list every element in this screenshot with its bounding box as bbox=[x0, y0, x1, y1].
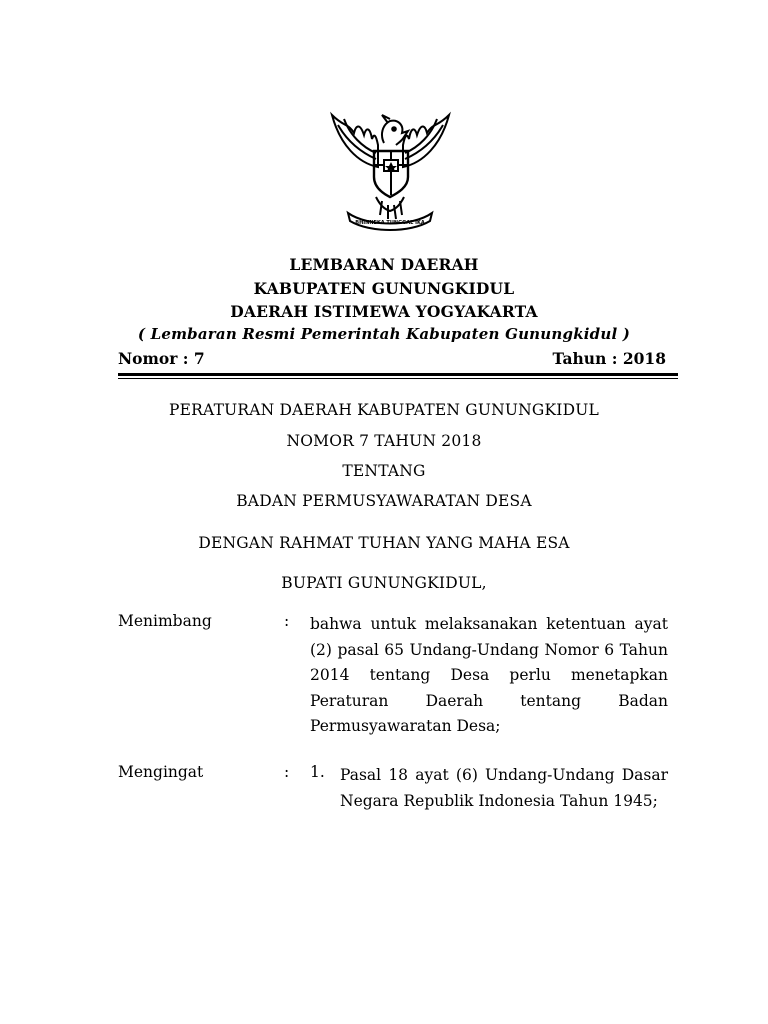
mengingat-colon: : bbox=[284, 763, 290, 781]
emblem-motto: BHINNEKA TUNGGAL IKA bbox=[355, 220, 425, 226]
header-rule-thin bbox=[118, 378, 678, 379]
regulation-number: NOMOR 7 TAHUN 2018 bbox=[286, 432, 482, 450]
official-title: BUPATI GUNUNGKIDUL, bbox=[281, 574, 487, 592]
menimbang-text: bahwa untuk melaksanakan ketentuan ayat (2) pasal 65 Undang-Undang Nomor 6 Tahun 2014 tentang Desa perlu menetapkan Peraturan Daerah tentang Badan Permusyawaratan Desa; bbox=[310, 615, 668, 735]
header-line-1: LEMBARAN DAERAH bbox=[289, 255, 479, 274]
header-line-2: KABUPATEN GUNUNGKIDUL bbox=[253, 279, 515, 298]
header-rule-thick bbox=[118, 373, 678, 376]
garuda-pancasila-emblem-icon bbox=[318, 105, 463, 237]
regulation-subject: BADAN PERMUSYAWARATAN DESA bbox=[236, 492, 532, 510]
regulation-title: PERATURAN DAERAH KABUPATEN GUNUNGKIDUL bbox=[169, 401, 599, 419]
menimbang-label: Menimbang bbox=[118, 612, 212, 630]
menimbang-colon: : bbox=[284, 612, 290, 630]
tahun-label: Tahun : 2018 bbox=[552, 349, 666, 368]
mengingat-item-text: Pasal 18 ayat (6) Undang-Undang Dasar Negara Republik Indonesia Tahun 1945; bbox=[340, 766, 668, 810]
regulation-tentang: TENTANG bbox=[342, 462, 426, 480]
nomor-label: Nomor : 7 bbox=[118, 349, 205, 368]
header-subtitle: ( Lembaran Resmi Pemerintah Kabupaten Gunungkidul ) bbox=[137, 325, 631, 343]
header-line-3: DAERAH ISTIMEWA YOGYAKARTA bbox=[230, 302, 538, 321]
mengingat-item-number: 1. bbox=[310, 763, 325, 781]
preamble: DENGAN RAHMAT TUHAN YANG MAHA ESA bbox=[198, 534, 570, 552]
mengingat-label: Mengingat bbox=[118, 763, 204, 781]
